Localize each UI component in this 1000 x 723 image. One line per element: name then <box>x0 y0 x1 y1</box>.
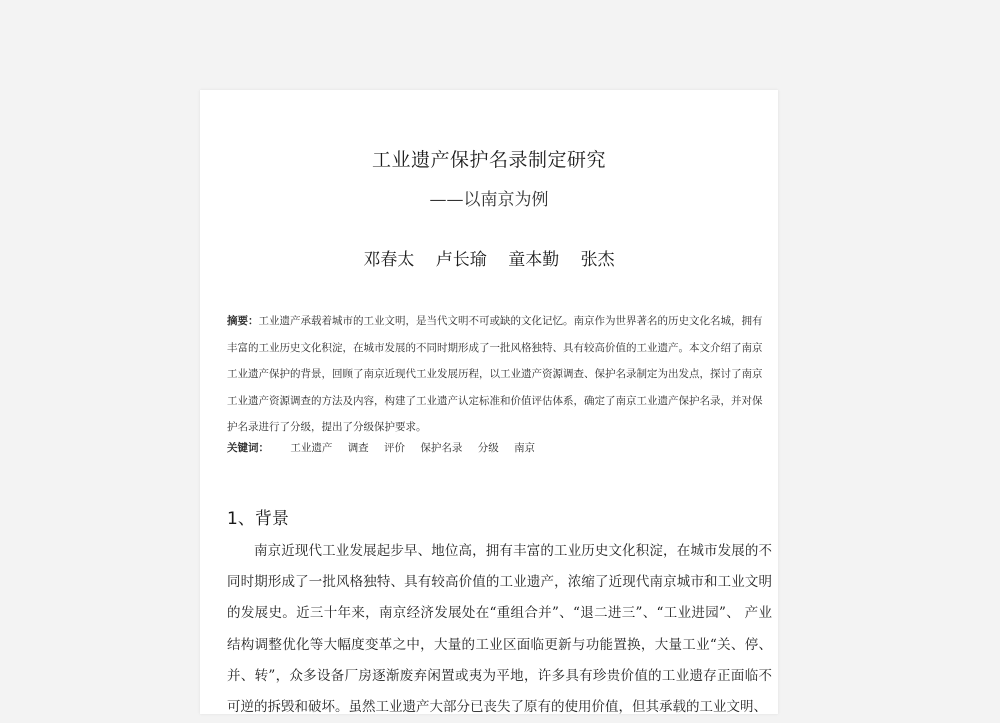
author-name: 童本勤 <box>508 250 560 270</box>
keyword: 工业遗产 <box>290 442 333 454</box>
keyword: 保护名录 <box>420 442 463 454</box>
keyword: 分级 <box>477 442 499 454</box>
keywords <box>227 438 772 458</box>
paper-page <box>200 90 778 714</box>
section-heading: 1、背景 <box>227 509 289 529</box>
paper-title: 工业遗产保护名录制定研究 <box>371 149 606 171</box>
section-body-text: 南京近现代工业发展起步早、地位高，拥有丰富的工业历史文化积淀，在城市发展的不同时期形成了一批风格独特、具有较高价值的工业遗产，浓缩了近现代南京城市和工业文明的发展史。近三十年来，南京经济发展处在“重组合并”、“退二进三”、“工业进园”、 产业结构调整优化等大幅度变革之中，大量的工业区面临更新与功能置换，大量工业“关、停、并、转”，众多设备厂房逐渐废弃闲置或夷为平地，许多具有珍贵价值的工业遗存正面临不可逆的拆毁和破坏。虽然工业遗产大部分已丧失了原有的使用价值，但其承载的工业文明、 <box>227 543 772 716</box>
author-name: 张杰 <box>580 250 615 270</box>
abstract-text: 工业遗产承载着城市的工业文明，是当代文明不可或缺的文化记忆。南京作为世界著名的历史文化名城，拥有丰富的工业历史文化积淀，在城市发展的不同时期形成了一批风格独特、具有较高价值的工业遗产。本文介绍了南京工业遗产保护的背景，回顾了南京近现代工业发展历程，以工业遗产资源调查、保护名录制定为出发点，探讨了南京工业遗产资源调查的方法及内容，构建了工业遗产认定标准和价值评估体系，确定了南京工业遗产保护名录，并对保护名录进行了分级，提出了分级保护要求。 <box>227 315 763 433</box>
keyword: 评价 <box>384 442 406 454</box>
abstract <box>227 308 772 441</box>
author-name: 卢长瑜 <box>435 250 487 270</box>
author-list <box>200 245 778 270</box>
keyword: 调查 <box>347 442 369 454</box>
abstract-label: 摘要： <box>227 315 259 327</box>
keyword: 南京 <box>514 442 536 454</box>
keywords-label: 关键词： <box>227 442 269 454</box>
paper-subtitle: ——以南京为例 <box>429 190 549 210</box>
author-name: 邓春太 <box>363 250 415 270</box>
